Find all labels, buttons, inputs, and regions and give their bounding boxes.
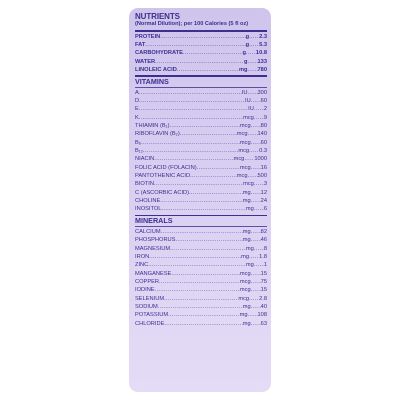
nutrient-name: NIACIN	[135, 156, 155, 163]
nutrient-value: 75	[260, 279, 267, 286]
nutrient-name: CHLORIDE	[135, 320, 165, 327]
nutrient-name: PHOSPHORUS	[135, 237, 176, 244]
dot-leader	[154, 155, 233, 163]
nutrient-unit: mcg	[236, 172, 248, 179]
dot-leader	[248, 58, 258, 66]
nutrient-row	[135, 311, 267, 319]
nutrient-unit: mcg	[239, 279, 251, 286]
dot-leader	[145, 41, 245, 49]
dot-leader	[251, 228, 261, 236]
nutrient-row	[135, 286, 267, 294]
dot-leader	[183, 49, 246, 57]
dot-leader	[248, 89, 258, 97]
nutrient-row	[135, 180, 267, 188]
dot-leader	[244, 155, 254, 163]
dot-leader	[139, 97, 245, 105]
dot-leader	[164, 295, 238, 303]
nutrient-value: 46	[260, 237, 267, 244]
nutrient-value: 1	[263, 262, 267, 269]
nutrient-value: 5.3	[259, 41, 267, 48]
dot-leader	[159, 278, 240, 286]
dot-leader	[158, 303, 243, 311]
nutrient-unit: IU	[244, 97, 251, 104]
dot-leader	[161, 205, 245, 213]
nutrient-value: 16	[260, 164, 267, 171]
nutrient-name: WATER	[135, 58, 156, 65]
dot-leader	[249, 253, 259, 261]
dot-leader	[164, 320, 242, 328]
dot-leader	[177, 66, 239, 74]
nutrient-name: MANGANESE	[135, 270, 172, 277]
nutrient-value: 80	[260, 122, 267, 129]
nutrient-value: 3	[263, 181, 267, 188]
nutrient-row	[135, 270, 267, 278]
label-title: NUTRIENTS	[135, 12, 180, 21]
nutrient-row	[135, 155, 267, 163]
dot-leader	[251, 164, 261, 172]
nutrient-value: 63	[260, 320, 267, 327]
nutrient-row	[135, 189, 267, 197]
dot-leader	[251, 270, 261, 278]
nutrient-value: 2.8	[259, 295, 267, 302]
nutrient-unit: mg	[239, 312, 248, 319]
nutrient-row	[135, 253, 267, 261]
dot-leader	[251, 320, 261, 328]
nutrient-row	[135, 205, 267, 213]
nutrient-row	[135, 89, 267, 97]
nutrient-unit: mg	[245, 262, 254, 269]
dot-leader	[246, 49, 256, 57]
dot-leader	[189, 189, 243, 197]
nutrient-value: 24	[260, 197, 267, 204]
nutrient-unit: mcg	[238, 295, 250, 302]
nutrients-list	[135, 33, 267, 75]
nutrient-unit: g	[245, 33, 250, 40]
nutrient-row	[135, 164, 267, 172]
nutrient-unit: mg	[245, 245, 254, 252]
dot-leader	[169, 122, 239, 130]
nutrient-name: PANTOTHENIC ACID	[135, 172, 191, 179]
label-subtitle: (Normal Dilution); per 100 Calories (5 fl oz)	[135, 21, 249, 27]
nutrient-unit: mcg	[238, 147, 250, 154]
dot-leader	[160, 33, 245, 41]
nutrient-name: FOLIC ACID (FOLACIN)	[135, 164, 197, 171]
nutrient-unit: mcg	[239, 139, 251, 146]
dot-leader	[251, 189, 261, 197]
nutrient-row	[135, 130, 267, 138]
dot-leader	[251, 303, 261, 311]
dot-leader	[248, 311, 258, 319]
nutrient-name: CALCIUM	[135, 228, 161, 235]
nutrient-row	[135, 122, 267, 130]
nutrient-unit: mcg	[239, 164, 251, 171]
dot-leader	[170, 245, 246, 253]
minerals-heading-rule	[135, 226, 267, 227]
nutrient-name: LINOLEIC ACID	[135, 66, 177, 73]
nutrient-unit: mg	[242, 197, 251, 204]
nutrient-unit: g	[242, 50, 246, 57]
nutrient-unit: IU	[241, 89, 248, 96]
nutrient-unit: mg	[242, 228, 251, 235]
nutrition-label-panel	[129, 8, 271, 392]
nutrient-row	[135, 114, 267, 122]
nutrient-unit: mg	[245, 206, 254, 213]
nutrient-unit: mg	[242, 189, 251, 196]
dot-leader	[197, 164, 240, 172]
dot-leader	[160, 197, 242, 205]
nutrient-value: 500	[257, 172, 267, 179]
nutrient-name: C (ASCORBIC ACID)	[135, 189, 190, 196]
nutrient-value: 10.8	[255, 50, 267, 57]
nutrient-value: 1000	[254, 156, 267, 163]
minerals-list	[135, 228, 267, 328]
nutrient-value: 15	[260, 287, 267, 294]
nutrient-value: 60	[260, 97, 267, 104]
nutrient-unit: mcg	[239, 122, 251, 129]
nutrient-name: FAT	[135, 41, 146, 48]
nutrient-name: B₆	[135, 139, 142, 146]
nutrient-name: CHOLINE	[135, 197, 161, 204]
dot-leader	[148, 261, 246, 269]
nutrient-value: 108	[257, 312, 267, 319]
vitamins-heading-rule	[135, 87, 267, 88]
nutrient-value: 15	[260, 270, 267, 277]
dot-leader	[254, 261, 264, 269]
nutrient-row	[135, 172, 267, 180]
dot-leader	[254, 205, 264, 213]
nutrient-row	[135, 49, 267, 57]
nutrient-name: INOSITOL	[135, 206, 162, 213]
dot-leader	[141, 139, 240, 147]
nutrient-unit: mg	[242, 237, 251, 244]
nutrient-row	[135, 66, 267, 74]
nutrient-row	[135, 33, 267, 41]
nutrient-unit: mg	[241, 254, 250, 260]
dot-leader	[251, 236, 261, 244]
nutrient-value: 300	[257, 89, 267, 96]
nutrient-unit: mg	[242, 304, 251, 311]
nutrient-name: IODINE	[135, 287, 155, 294]
nutrient-row	[135, 197, 267, 205]
nutrient-value: 2	[263, 106, 267, 113]
nutrient-unit: mcg	[239, 270, 251, 277]
dot-leader	[249, 33, 259, 41]
nutrient-unit: mcg	[233, 156, 245, 163]
nutrient-value: 82	[260, 228, 267, 235]
nutrient-value: 8	[263, 245, 267, 252]
nutrient-name: SELENIUM	[135, 295, 165, 302]
nutrient-name: B₁₂	[135, 147, 143, 154]
nutrient-row	[135, 139, 267, 147]
dot-leader	[254, 180, 264, 188]
dot-leader	[139, 114, 243, 122]
nutrient-name: THIAMIN (B₁)	[135, 122, 170, 129]
nutrient-row	[135, 228, 267, 236]
dot-leader	[248, 130, 258, 138]
vitamins-heading: VITAMINS	[135, 76, 169, 86]
dot-leader	[155, 286, 240, 294]
nutrient-value: 60	[260, 139, 267, 146]
nutrient-value: 1.8	[259, 254, 267, 260]
nutrient-name: COPPER	[135, 279, 160, 286]
nutrient-unit: IU	[248, 106, 254, 113]
dot-leader	[249, 41, 259, 49]
dot-leader	[139, 105, 248, 113]
nutrient-unit: g	[245, 41, 250, 48]
dot-leader	[249, 147, 259, 155]
dot-leader	[155, 58, 244, 66]
nutrient-row	[135, 105, 267, 113]
nutrient-row	[135, 245, 267, 253]
nutrient-row	[135, 58, 267, 66]
nutrient-value: 780	[257, 66, 267, 73]
dot-leader	[251, 122, 261, 130]
dot-leader	[251, 197, 261, 205]
nutrient-value: 6	[263, 206, 267, 213]
nutrient-name: E	[135, 106, 139, 113]
dot-leader	[251, 139, 261, 147]
nutrient-name: A	[135, 89, 139, 96]
dot-leader	[251, 278, 261, 286]
nutrient-name: SODIUM	[135, 304, 158, 311]
nutrient-row	[135, 261, 267, 269]
nutrient-name: CARBOHYDRATE	[135, 50, 183, 57]
dot-leader	[254, 245, 264, 253]
dot-leader	[171, 270, 240, 278]
nutrient-row	[135, 236, 267, 244]
title-divider	[135, 30, 267, 32]
dot-leader	[248, 66, 258, 74]
dot-leader	[249, 295, 259, 303]
dot-leader	[248, 172, 258, 180]
nutrient-unit: g	[244, 58, 248, 65]
nutrient-row	[135, 147, 267, 155]
dot-leader	[251, 97, 261, 105]
nutrient-unit: mcg	[243, 114, 254, 121]
nutrient-value: 2.3	[259, 33, 267, 40]
nutrient-name: IRON	[135, 254, 150, 260]
dot-leader	[251, 286, 261, 294]
nutrient-row	[135, 320, 267, 328]
dot-leader	[149, 253, 241, 261]
nutrient-row	[135, 303, 267, 311]
nutrient-value: 133	[257, 58, 267, 65]
nutrient-name: ZINC	[135, 262, 149, 269]
dot-leader	[190, 172, 237, 180]
nutrient-value: 40	[260, 304, 267, 311]
nutrient-value: 9	[263, 114, 267, 121]
nutrient-name: PROTEIN	[135, 33, 161, 40]
dot-leader	[139, 89, 242, 97]
dot-leader	[143, 147, 238, 155]
nutrient-unit: mcg	[239, 287, 251, 294]
nutrient-name: K	[135, 114, 139, 121]
dot-leader	[161, 228, 243, 236]
nutrient-name: POTASSIUM	[135, 312, 169, 319]
nutrient-value: 12	[260, 189, 267, 196]
vitamins-list	[135, 89, 267, 214]
nutrient-value: 140	[257, 131, 267, 138]
dot-leader	[168, 311, 240, 319]
nutrient-name: MAGNESIUM	[135, 245, 171, 252]
nutrient-row	[135, 41, 267, 49]
dot-leader	[175, 236, 242, 244]
nutrient-unit: mcg	[236, 131, 248, 138]
nutrient-name: BIOTIN	[135, 181, 154, 188]
nutrient-value: 0.3	[259, 147, 267, 154]
nutrient-row	[135, 97, 267, 105]
minerals-heading: MINERALS	[135, 216, 173, 226]
nutrient-unit: mg	[242, 320, 251, 327]
nutrient-name: RIBOFLAVIN (B₂)	[135, 131, 180, 138]
dot-leader	[254, 105, 264, 113]
dot-leader	[180, 130, 237, 138]
nutrient-row	[135, 295, 267, 303]
nutrient-unit: mcg	[243, 181, 254, 188]
nutrient-unit: mg	[238, 66, 248, 73]
dot-leader	[154, 180, 243, 188]
nutrient-row	[135, 278, 267, 286]
nutrient-name: D	[135, 97, 140, 104]
dot-leader	[254, 114, 264, 122]
